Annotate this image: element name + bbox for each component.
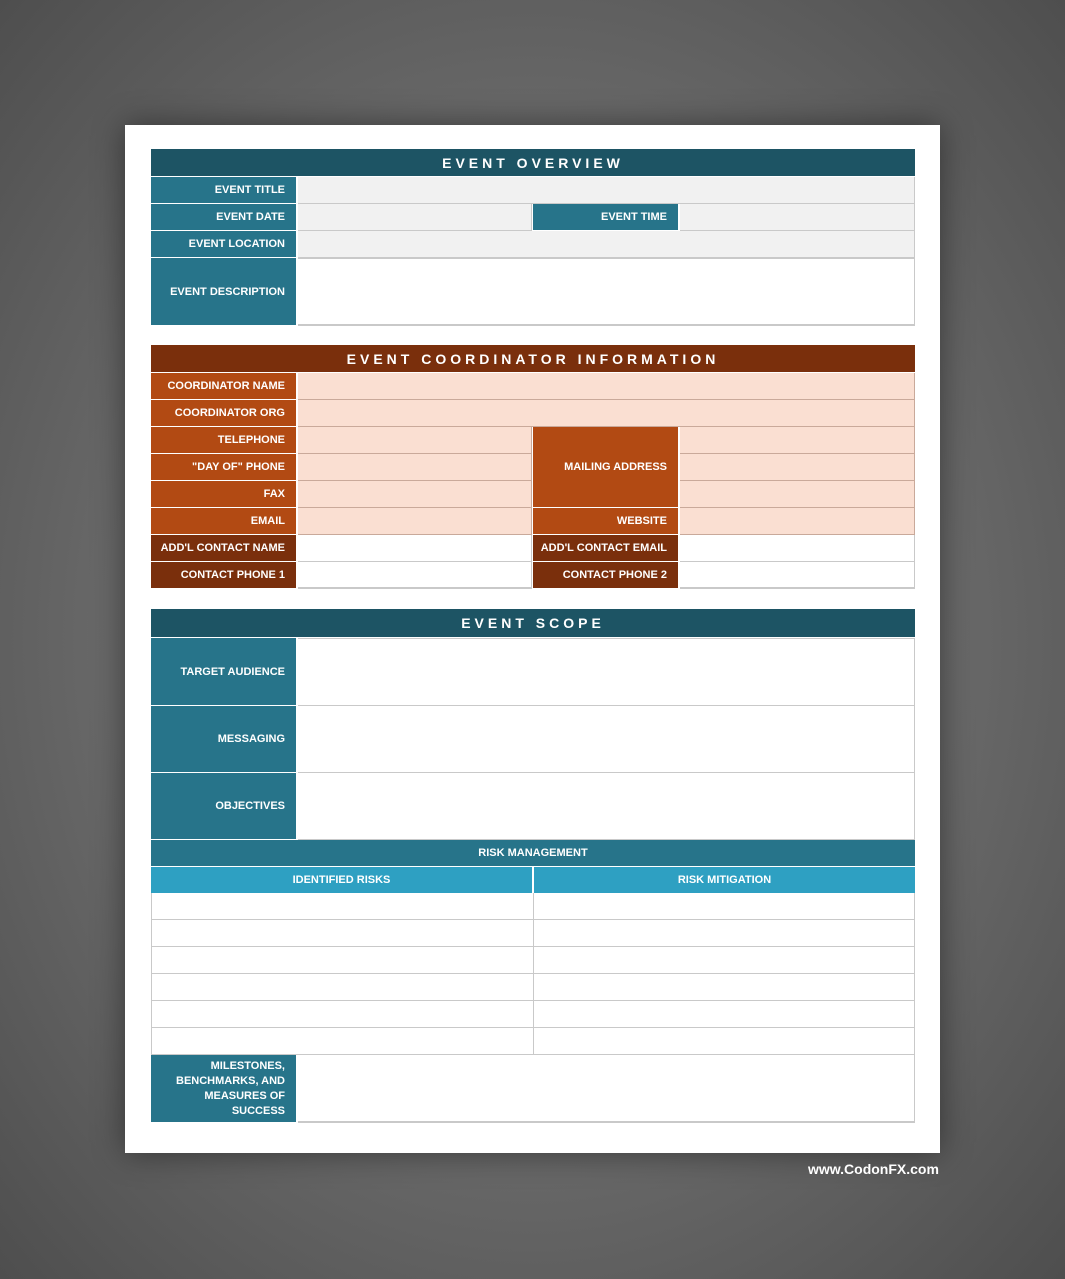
contact-phone-1-field[interactable]: [298, 562, 532, 589]
risk-mitigation-cell[interactable]: [534, 893, 916, 920]
milestones-label: MILESTONES, BENCHMARKS, AND MEASURES OF SUCCESS: [151, 1055, 298, 1123]
mailing-address-line-2[interactable]: [680, 454, 915, 481]
risk-mitigation-header: RISK MITIGATION: [534, 867, 915, 893]
coordinator-name-label: COORDINATOR NAME: [151, 373, 298, 400]
messaging-label: MESSAGING: [151, 706, 298, 773]
form-page: [125, 125, 940, 1153]
event-scope-header: EVENT SCOPE: [151, 609, 915, 638]
day-of-phone-field[interactable]: [298, 454, 532, 481]
risk-row: [151, 920, 915, 947]
risk-row: [151, 974, 915, 1001]
coordinator-org-field[interactable]: [298, 400, 915, 427]
identified-risk-cell[interactable]: [151, 974, 534, 1001]
risk-column-headers: [151, 867, 915, 893]
risk-row: [151, 1001, 915, 1028]
fax-label: FAX: [151, 481, 298, 508]
addl-contact-name-field[interactable]: [298, 535, 532, 562]
telephone-label: TELEPHONE: [151, 427, 298, 454]
event-date-label: EVENT DATE: [151, 204, 298, 231]
coordinator-name-field[interactable]: [298, 373, 915, 400]
risk-mitigation-cell[interactable]: [534, 1028, 916, 1055]
event-description-label: EVENT DESCRIPTION: [151, 258, 298, 326]
objectives-label: OBJECTIVES: [151, 773, 298, 840]
fax-field[interactable]: [298, 481, 532, 508]
email-field[interactable]: [298, 508, 532, 535]
coordinator-header: EVENT COORDINATOR INFORMATION: [151, 345, 915, 373]
event-overview-header: EVENT OVERVIEW: [151, 149, 915, 177]
telephone-field[interactable]: [298, 427, 532, 454]
addl-contact-email-label: ADD'L CONTACT EMAIL: [532, 535, 680, 562]
risk-mitigation-cell[interactable]: [534, 1001, 916, 1028]
milestones-field[interactable]: [298, 1055, 915, 1123]
contact-phone-2-field[interactable]: [680, 562, 915, 589]
messaging-field[interactable]: [298, 706, 915, 773]
risk-mitigation-cell[interactable]: [534, 974, 916, 1001]
event-location-label: EVENT LOCATION: [151, 231, 298, 258]
event-title-label: EVENT TITLE: [151, 177, 298, 204]
objectives-field[interactable]: [298, 773, 915, 840]
identified-risk-cell[interactable]: [151, 1001, 534, 1028]
addl-contact-email-field[interactable]: [680, 535, 915, 562]
website-field[interactable]: [680, 508, 915, 535]
identified-risk-cell[interactable]: [151, 920, 534, 947]
event-location-field[interactable]: [298, 231, 915, 258]
identified-risks-header: IDENTIFIED RISKS: [151, 867, 534, 893]
event-scope-section: [151, 609, 915, 1123]
contact-phone-1-label: CONTACT PHONE 1: [151, 562, 298, 589]
event-title-field[interactable]: [298, 177, 915, 204]
target-audience-label: TARGET AUDIENCE: [151, 638, 298, 706]
mailing-address-line-1[interactable]: [680, 427, 915, 454]
event-time-label: EVENT TIME: [532, 204, 680, 231]
risk-mitigation-cell[interactable]: [534, 947, 916, 974]
identified-risk-cell[interactable]: [151, 1028, 534, 1055]
risk-row: [151, 1028, 915, 1055]
mailing-address-label: MAILING ADDRESS: [532, 427, 680, 508]
event-date-field[interactable]: [298, 204, 532, 231]
target-audience-field[interactable]: [298, 638, 915, 706]
risk-row: [151, 947, 915, 974]
identified-risk-cell[interactable]: [151, 947, 534, 974]
email-label: EMAIL: [151, 508, 298, 535]
event-description-field[interactable]: [298, 258, 915, 326]
watermark-text: www.CodonFX.com: [808, 1161, 939, 1177]
event-time-field[interactable]: [680, 204, 915, 231]
event-overview-section: [151, 149, 915, 326]
risk-row: [151, 893, 915, 920]
coordinator-section: [151, 345, 915, 589]
identified-risk-cell[interactable]: [151, 893, 534, 920]
day-of-phone-label: "DAY OF" PHONE: [151, 454, 298, 481]
risk-mitigation-cell[interactable]: [534, 920, 916, 947]
website-label: WEBSITE: [532, 508, 680, 535]
mailing-address-line-3[interactable]: [680, 481, 915, 508]
risk-management-header: RISK MANAGEMENT: [151, 840, 915, 867]
coordinator-org-label: COORDINATOR ORG: [151, 400, 298, 427]
contact-phone-2-label: CONTACT PHONE 2: [532, 562, 680, 589]
addl-contact-name-label: ADD'L CONTACT NAME: [151, 535, 298, 562]
